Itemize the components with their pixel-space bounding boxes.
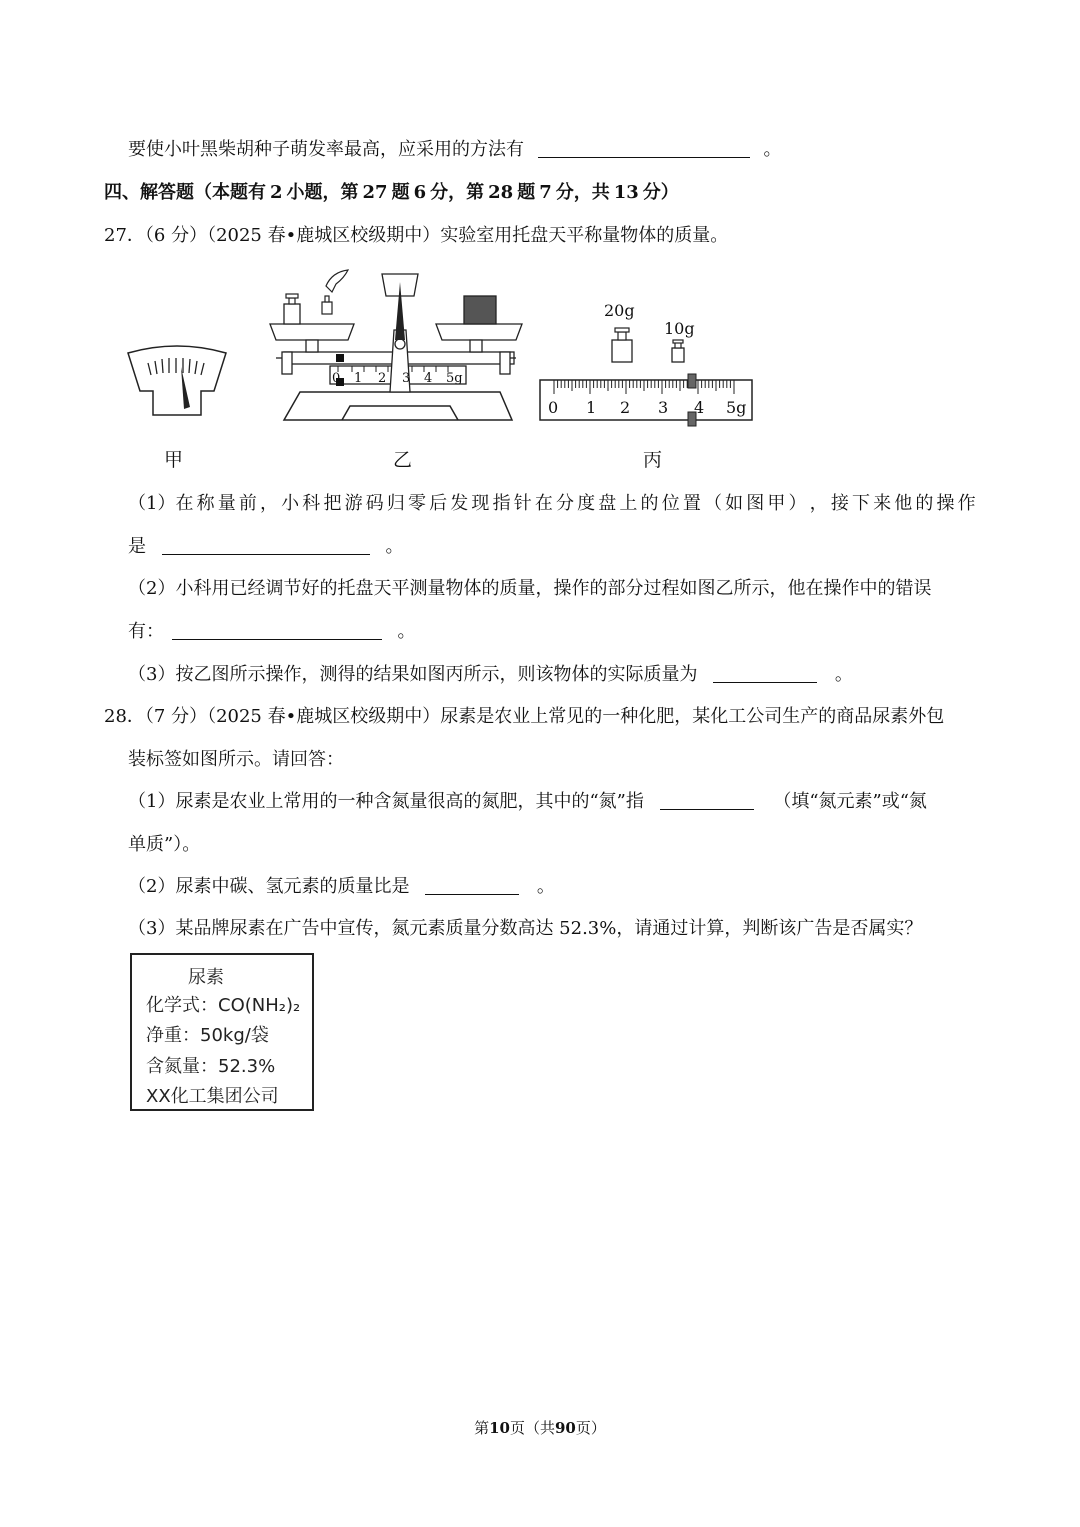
label-nitrogen: 含氮量：52.3% <box>146 1056 276 1077</box>
q28-part1-line2: 单质”）。 <box>128 834 201 855</box>
svg-text:4: 4 <box>424 371 433 386</box>
urea-label <box>130 953 314 1111</box>
q28-part1-line1: （1）尿素是农业上常用的一种含氮量很高的氮肥，其中的“氮”指 （填“氮元素”或“氮 <box>128 791 927 812</box>
fig-caption-c: 丙 <box>643 449 663 471</box>
svg-text:5g: 5g <box>726 398 747 417</box>
weights-scale-figure <box>538 296 756 430</box>
answer-blank[interactable] <box>425 876 519 895</box>
rider-icon <box>688 374 696 388</box>
svg-text:3: 3 <box>402 371 411 386</box>
answer-blank[interactable] <box>660 791 754 810</box>
balance-figure <box>264 268 530 426</box>
svg-text:1: 1 <box>586 398 597 417</box>
weight-20g-icon <box>612 340 632 362</box>
svg-text:3: 3 <box>658 398 669 417</box>
svg-text:0: 0 <box>548 398 559 417</box>
svg-text:2: 2 <box>378 371 387 386</box>
q26-tail-line: 要使小叶黑柴胡种子萌发率最高，应采用的方法有 。 <box>128 139 782 160</box>
label-company: XX化工集团公司 <box>146 1086 279 1107</box>
object-block <box>464 296 496 324</box>
q28-part2: （2）尿素中碳、氢元素的质量比是 。 <box>128 876 555 897</box>
svg-text:20g: 20g <box>604 301 635 320</box>
svg-text:1: 1 <box>354 371 363 386</box>
svg-text:0: 0 <box>332 371 341 386</box>
svg-text:2: 2 <box>620 398 631 417</box>
section-heading: 四、解答题（本题有 2 小题，第 27 题 6 分，第 28 题 7 分，共 13 分） <box>104 182 679 203</box>
answer-blank[interactable] <box>538 139 750 158</box>
label-title: 尿素 <box>188 967 224 988</box>
answer-blank[interactable] <box>172 621 382 640</box>
dial-figure <box>126 345 228 417</box>
svg-text:10g: 10g <box>664 319 695 338</box>
q27-part1-line1: （1）在 称 量 前 ， 小 科 把 游 码 归 零 后 发 现 指 针 在 分 度 盘 上 的 位 置 （ 如 图 甲 ） ， 接 下 来 他 的 操 作 <box>128 493 976 514</box>
svg-text:4: 4 <box>694 398 705 417</box>
page-footer: 第10页（共90页） <box>474 1419 606 1437</box>
answer-blank[interactable] <box>713 664 817 683</box>
rider-top <box>336 354 344 362</box>
fig-caption-a: 甲 <box>164 449 184 471</box>
fig-caption-b: 乙 <box>393 449 413 471</box>
svg-text:5g: 5g <box>446 371 463 386</box>
label-net-weight: 净重：50kg/袋 <box>146 1025 269 1046</box>
q27-part2-line2: 有： 。 <box>128 621 416 642</box>
q27-part1-line2: 是 。 <box>128 536 404 557</box>
weight-10g-icon <box>672 348 684 362</box>
q28-stem-line2: 装标签如图所示。请回答： <box>128 749 344 770</box>
q28-stem-line1: 28．（7 分）（2025 春•鹿城区校级期中）尿素是农业上常见的一种化肥，某化工公司生产的商品尿素外包 <box>104 706 945 727</box>
label-formula: 化学式：CO(NH₂)₂ <box>146 995 301 1016</box>
q27-stem: 27．（6 分）（2025 春•鹿城区校级期中）实验室用托盘天平称量物体的质量。 <box>104 225 729 246</box>
q27-part3: （3）按乙图所示操作，测得的结果如图丙所示，则该物体的实际质量为 。 <box>128 664 853 685</box>
q28-part3: （3）某品牌尿素在广告中宣传，氮元素质量分数高达 52.3%，请通过计算，判断该广告是否属实？ <box>128 918 923 939</box>
q27-part2-line1: （2）小科用已经调节好的托盘天平测量物体的质量，操作的部分过程如图乙所示，他在操作中的错误 <box>128 578 932 599</box>
answer-blank[interactable] <box>162 536 370 555</box>
hand-icon <box>326 270 348 292</box>
